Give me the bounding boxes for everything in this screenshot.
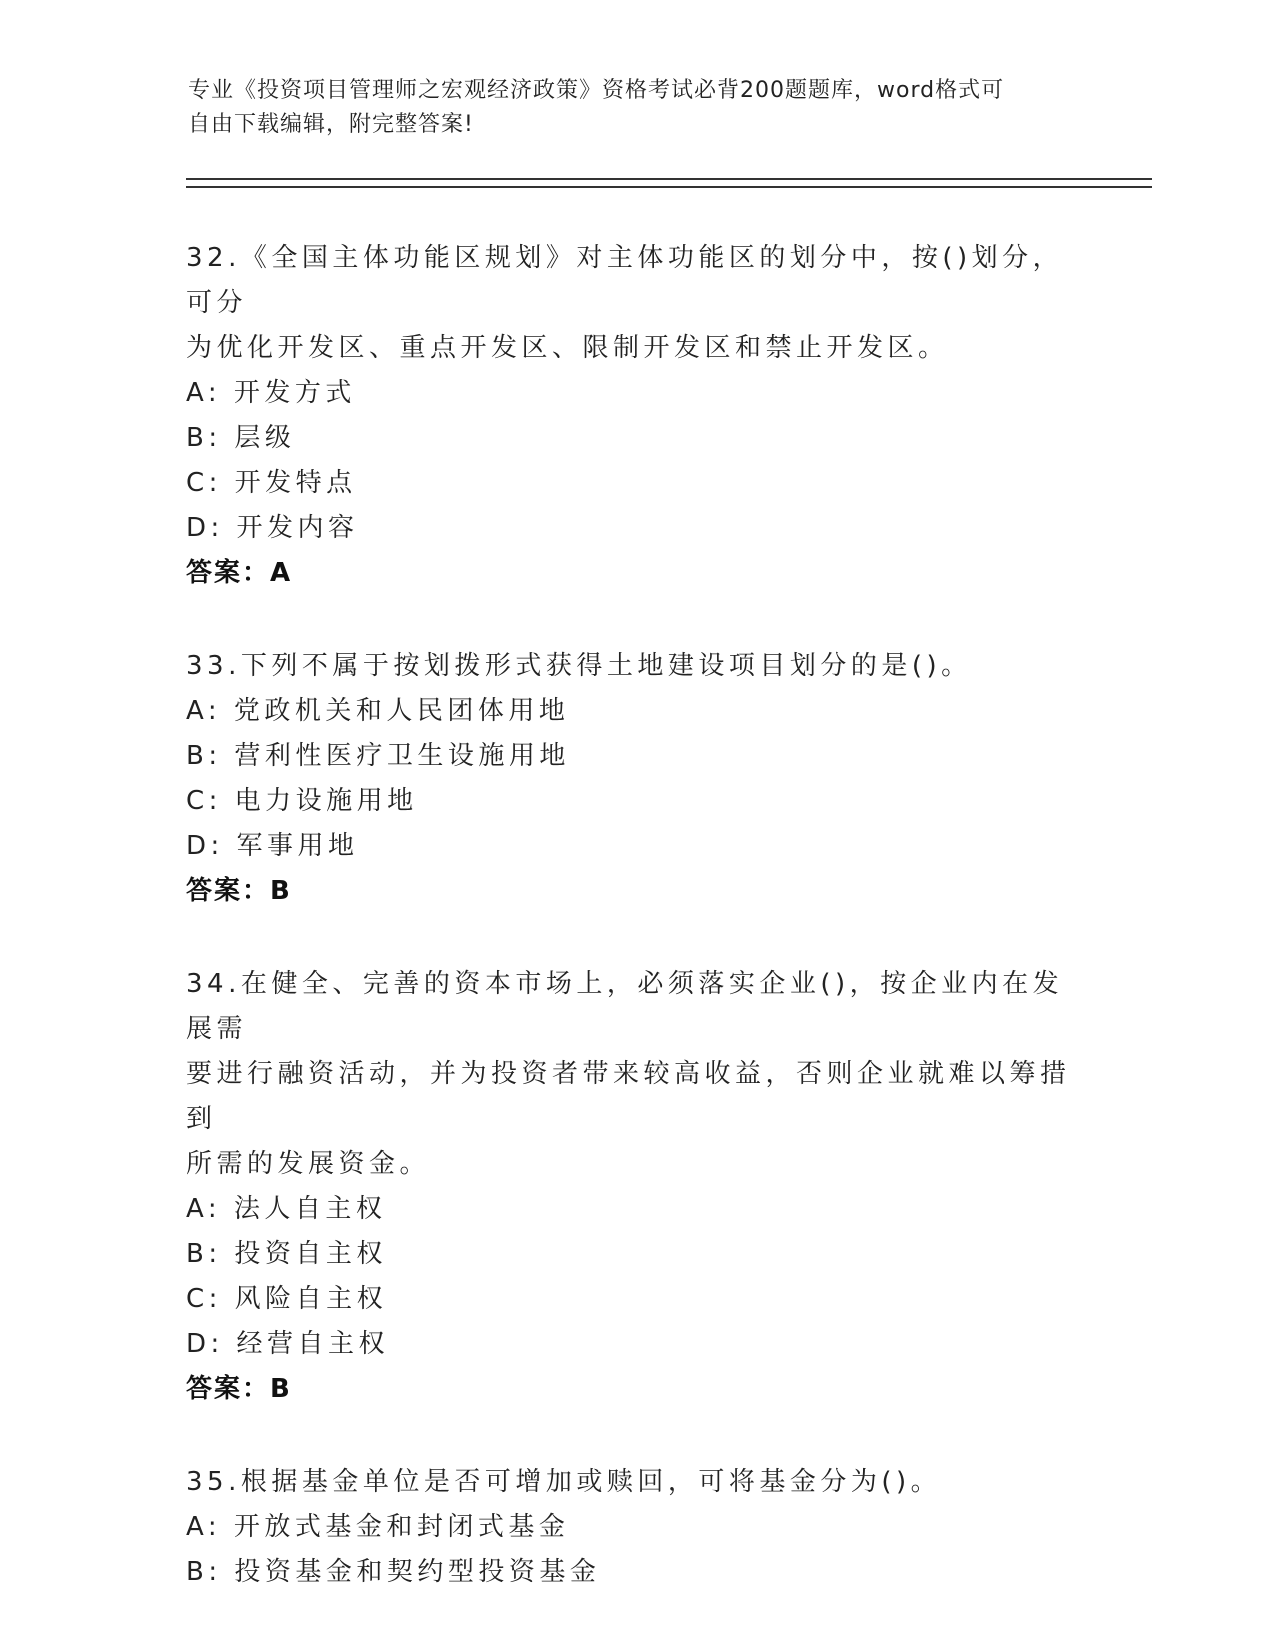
- answer-line: 答案：A: [186, 558, 293, 588]
- question-stem-line: 35.根据基金单位是否可增加或赎回，可将基金分为()。: [186, 1467, 942, 1497]
- question-stem-line: 34.在健全、完善的资本市场上，必须落实企业()，按企业内在发展需: [186, 969, 1064, 1044]
- option-b: B: 层级: [186, 423, 296, 453]
- option-a: A: 党政机关和人民团体用地: [186, 696, 570, 726]
- option-d: D: 经营自主权: [186, 1329, 390, 1359]
- option-b: B: 投资基金和契约型投资基金: [186, 1557, 601, 1587]
- answer-line: 答案：B: [186, 1374, 292, 1404]
- question-stem-line: 所需的发展资金。: [186, 1149, 431, 1179]
- option-c: C: 电力设施用地: [186, 786, 418, 816]
- option-b: B: 投资自主权: [186, 1239, 387, 1269]
- question-33: [186, 644, 1086, 914]
- question-stem-line: 32.《全国主体功能区规划》对主体功能区的划分中，按()划分，可分: [186, 243, 1064, 318]
- answer-line: 答案：B: [186, 876, 292, 906]
- question-34: [186, 962, 1086, 1412]
- option-a: A: 开发方式: [186, 378, 356, 408]
- question-stem-line: 33.下列不属于按划拨形式获得土地建设项目划分的是()。: [186, 651, 972, 681]
- header-double-rule: [186, 178, 1152, 188]
- document-header: [188, 74, 1068, 142]
- option-c: C: 风险自主权: [186, 1284, 388, 1314]
- question-32: [186, 236, 1086, 596]
- header-line-1: 专业《投资项目管理师之宏观经济政策》资格考试必背200题题库，word格式可: [188, 78, 1005, 103]
- option-a: A: 开放式基金和封闭式基金: [186, 1512, 570, 1542]
- question-stem-line: 为优化开发区、重点开发区、限制开发区和禁止开发区。: [186, 333, 949, 363]
- option-c: C: 开发特点: [186, 468, 357, 498]
- option-b: B: 营利性医疗卫生设施用地: [186, 741, 570, 771]
- question-35: [186, 1460, 1086, 1595]
- option-d: D: 开发内容: [186, 513, 359, 543]
- option-d: D: 军事用地: [186, 831, 359, 861]
- header-line-2: 自由下载编辑，附完整答案!: [188, 112, 474, 137]
- question-list: [186, 236, 1086, 1643]
- question-stem-line: 要进行融资活动，并为投资者带来较高收益，否则企业就难以筹措到: [186, 1059, 1071, 1134]
- option-a: A: 法人自主权: [186, 1194, 387, 1224]
